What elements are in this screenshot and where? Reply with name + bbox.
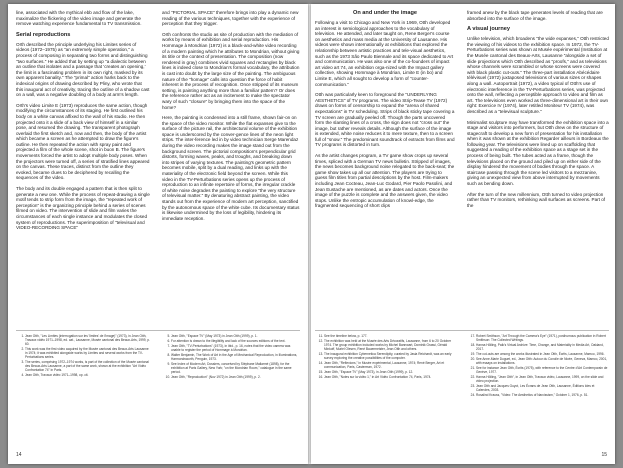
footnote: 13. The inaugural exhibition Cybernetica Serendipity, curated by Jasia Reichardt, was an early survey exploring the creative possibilities of the computer. <box>324 352 455 360</box>
footnote: 18. Hanna Hölling, Paik's Virtual Archive: Time, Change, and Materiality in Media Art, Oakland, 2017. <box>476 343 609 351</box>
footnotes-left-2 <box>162 334 300 424</box>
paragraph: framed anew by the black tape generates levels of reading that are absorbed into the surface of the image. <box>467 10 603 21</box>
paragraph: The body and its double engaged a pattern that is then split to generate a new one. While the process of repeat-drawing a single motif tends to strip form from the image, the "repeated work of perception" is the organizing principle behind a series of scenes filmed on video. The intervention of slide and film varies the circumstances of each single instance and modulates the closed system of reproductions. The superimposition of "televisual and VIDEO-RECORDING SPACE" <box>16 186 150 231</box>
footnote-rule <box>16 330 300 331</box>
footnote: 15. Jean Otth, "Espace TV" (May 1973), in Jean Otth (1999), p. 12. <box>324 370 455 374</box>
section-heading: Serial reproductions <box>16 31 71 38</box>
paragraph: Following a visit to Chicago and New York in 1969, Otth developed an interest in semiological approaches to the vocabulary of television. He attended, and later taught on, Rene Berger's course on aesthetics and mass media at the University of Lausanne. His videos were shown internationally at exhibitions that explored the relationship between artistic practices and tele-visual aesthetics, such as the 1973 São Paulo Biennale and its space dedicated to Art and communication. He was also one of the co-founders of impact art video art 74, an exhibition orga-nized with the Impact gallery collective, showing Hommage à Mondrian, Limite E (in bo) and Limite E, which all sought to develop a form of "counter-communication." <box>315 20 454 87</box>
footnote: 7. Jean Otth, "TV-Perturbations" (1973), in ibid., p. 16, notes that the video camera was unable to register the period of Hommage à Mondrian. <box>171 344 300 352</box>
right-page <box>311 4 615 464</box>
paragraph: After the turn of the new millennium, Otth turned to video projection rather than TV monitors, rethinking wall surfaces as screens. Part of the <box>467 191 606 208</box>
footnote: 2. This work was the first video acquired by the Musée cantonal des Beaux-Arts Lausanne in 1974; it was exhibited alongside works by Limites and several works from the TV-Perturbations series. <box>25 347 150 359</box>
footnote: 6. For attention is drawn to the illegibility and lack of the sources editions of the text. <box>171 339 300 343</box>
footnote: 4. Jean Otth, Travaux vidéo 1971–1998, op. cit. <box>25 373 150 377</box>
paragraph: Here, the painting is condensed into a still frame, shown fair-on on the space of the video monitor. While the flat expanses give to the surface of the picture rail, the architectural volume of the exhibition space is underscored by the conver-gence lines of the neon light strips. The inter-ference led in by video technician Serge Marendaz during the video recording makes the image stand out from the background screen. The pictorial composition's perpendicular grid distorts, forming waves, peaks, and troughs, and breaking down into stripes of varying textures. The painting's geometric pattern becomes mobile, split by a dual reading, and links up with the materiality of the electronic field beyond the screen. While this video in the TV-Perturbations series opens up the process of reproduction to an infinite repertoire of forms, the irregular crackle of white noise degrades the painting to explore "the very structure of televisual matter." By denaturing abstract painting, the video stands out from the experience of modern art perception, sanctified by the autonomous space of the white cube. Its documentary status is likewise undermined by the loss of legibility, hindering its immediate reception. <box>162 115 300 221</box>
footnote: 16. Jean Otth, "Notes sur la vidéo 1," in Art Vidéo Confrontation 74, Paris, 1974. <box>324 375 455 379</box>
footnote: 5. Jean Otth, "Espace TV" (May 1973) in Jean Otth (1999), p. 1. <box>171 334 300 338</box>
paragraph: Orth described the principle underlying his Limites series of videos (1972–1975) as "an extremely simple operation," a process of composing in separating two forms and distinguishing "two surfaces." He added that by setting up "a dialectic between an outline that isolates and a passage that 'creates an opening,' the limit is a fascinating problem in its own right, masked by its own apparent banality." The "primal" action harks back to the indexical origins of drawing described by Pliny, who wrote that this inaugural act of creativity, tracing the outline of a shadow cast on a wall, was a negative doubling of a body at arm's length. <box>16 41 150 98</box>
footnote: 22. Hanna Hölling, "Jean Otth", in Jean Otth, Travaux vidéo, Lausanne, 1999, on the slide and video projection. <box>476 375 609 383</box>
paragraph: As the artist changes program, a TV game show crops up several times, spliced with a German TV news bulletin. Stripped of images, the news becomes background noise relegated to the back-seat; the game show takes up all our attention. The players are trying to guess film titles from partial descriptions by the host. Film-makers including Jean Cocteau, Jean-Luc Godard, Pier Paolo Pasolini, and Jean Eustache are mentioned, as are dates and actors. Once the image of the puzzle is complete and the answers given, the video stops. Unlike the entropic accumulation of knowl-edge, the fragmented sequencing of short clips <box>315 153 455 209</box>
footnote: 8. Walter Benjamin, The Work of Art in the Age of Mechanical Reproduction, in Illuminations, Harmondsworth, Penguin, 1973. <box>171 353 300 361</box>
section-heading: On and under the image <box>352 10 418 16</box>
page-number: 15 <box>601 452 607 458</box>
footnote: 20. See Anne-Marie Duguet, ed., Jean Otth: Autour du Concile de Nicée, Geneva, Mamco, 2001, with essays on installations. <box>476 357 609 365</box>
footnotes-right-1 <box>315 334 455 424</box>
paragraph: Minimalist sculpture may have transformed the exhibition space into a stage and visitors into performers, but Otth drew on the structure of stagecraft to develop a new form of presentation for his installation when it was shown at the exhibition Regarder ailleurs in Bordeaux the following year. The televisions were lined up on scaffolding that suggested a reading of the exhibition space as a stage set in the process of being built. The tubes acted as a frame, though the televisions placed on the ground and piled up on either side of the display hindered the movement of bodies through the space. A staircase passing through the scene led visitors to a mezzanine, giving an unexpected view from above interrupted by movements such as bending down. <box>467 119 609 187</box>
footnote: 24. Rosalind Krauss, "Video: The Aesthetics of Narcissism," October 1, 1976, p. 51. <box>476 393 609 397</box>
footnote: 21. See for instance Jean Otth, Écrits (1975), with reference to the Centre d'Art Contemporain de Genève, 1977. <box>476 366 609 374</box>
left-page <box>8 4 308 464</box>
paragraph: line, associated with the mythical ebb and flow of the lake, maximalize the flickering of the video image and generate the remove watching experience fundamental to TV transmission. <box>16 10 142 27</box>
footnotes-right-2 <box>467 334 609 424</box>
page-number: 14 <box>16 452 22 458</box>
footnote: 14. Jean Otth, "Reflexions," in Musée expérimental, Lausanne, 1974; René Berger, Art et communication, Paris, Casterman, 1972. <box>324 361 455 369</box>
footnote: 1. Jean Otth, "Les Limites (interrogation sur les 'limites' de l'image)" (1973), in Jean Otth, Travaux vidéo 1971–1998, ed. cat., Lausanne, Musée cantonal des Beaux-Arts, 1999, p. 60. <box>25 334 150 346</box>
paragraph: Unlike television, which broadens "the wide expanses," Otth restricted the viewing of his videos to the exhibition space. In 1972, the TV-Perturbations series was shown at Musée expérimental (Institution at the Musée cantonal des Beaux-Arts, Lausanne "alongside a set of slide projections which Otth described as "proofs," and as televisions whose channels were scrambled or whose screens were covered with black plastic cut-outs." The three-part installation Abécédaire télévisuel (1972) juxtaposed televisions of various sizes or shapes along a wall. Autoportrait (1972), a video typical of Otth's use of electronic interference in the TV-Perturbations series, was projected onto the wall, reflecting a perceptible approach to video and film as art. The televisions even worked as three-dimensional art in their own right: Exercice IV (1974), later retitled Moniteur TV (1974), was described as a "televisual sculpture." <box>467 36 609 114</box>
footnote: 23. Jean Otth and Jacques Guyot, Les Écrans de Jean Otth, Lausanne, Éditions Ides et Calendes, 2003. <box>476 384 609 392</box>
paragraph: Orth's video Limite E (1973) reproduces the same action, though modifying the circumstances of its staging. He first outlined his body on a white canvas affixed to the wall of his studio. He then projected onto it a slide of a back view of himself in a similar pose, and resumed the drawing. The transparent photograph overlaid the first sketch and, now and then, the body of the artist which became a screen as he attempted to draw the figure's outline. He then repeated the action with spray paint and projected a film of the whole scene, shot in buon B. The figure's movements forced the artist to adopt multiple body poses. When the projectors were turned off, a series of stratified lines appeared on the canvas. These traces, distinct from the outline they evoked, became clues to be deciphered by recalling the sequences of the video. <box>16 102 150 181</box>
footnote: 17. Robert Smithson, "Art Through the Camera's Eye" (1971), posthumous publication in Robert Smithson: The Collected Writings. <box>476 334 609 342</box>
paragraph: Otth was particularly keen to foreground the "UNDERLYING AESTHETICS" of TV programs. The video Strip-Tease TV (1972) draws on forms of censorship to expand the "arena of shared expectations" in TV scheduling. Strips of black sticky tape covering a TV screen are gradually peeled off. Though the parts uncovered form the slanting lines of a cross, the sign does not "cross out" the image, but rather reveals details. Although the surface of the image is extended, white noise reduces it to mere texture, then to a screen full of "snow." The predominant soundtrack of extracts from films and TV programs is distorted in turn. <box>315 92 455 148</box>
paragraph: and "PICTORIAL SPACE" therefore brings into play a dynamic new reading of the various techniques, together with the experience of perception that they trigger. <box>162 10 299 27</box>
footnote: 12. The exhibition was held at the Musée des Arts Décoratifs, Lausanne, from 6 to 20 October 1974. The group exhibition included works by Michel Bannwart, Dominik Grassi, Gérald Minkoff, Muriel Olesen, René Bauermeister, Jean Otth and others. <box>324 339 455 351</box>
footnote: 9. See Index of Modern Art, Dossiers, conceived by Stéphane Mallarmé (1898), for the exhibition at Paris Gallery, New York; "on the Mondrian Room," catalogue in the same period. <box>171 362 300 374</box>
paragraph: Orth confronts the studio as site of production with the mediation of works by means of exhibition and serial reproduction. His Hommage à Mondrian (1972) is a black-and-white video recording of a modern painting which he attributes to Mondrian, without giving its title or the context of presentation. The composition (now rendered in gray) combines vivid squares and rectangles by black lines is indeed close to Mondrian's formal vocabulary, the attribution is cast into doubt by the large size of the painting. The ambiguous nature of the "homage" calls into question the force of habit inherent in the process of recognition. Once stripped of its museum setting, is painting anything more than a familiar pattern? Or does the reference rather act as an incitement to make the spectator wary of such "closure" by bringing them into the space of the home? <box>162 31 300 110</box>
section-heading: A visual journey <box>467 26 511 33</box>
footnotes-left-1 <box>16 334 150 424</box>
footnote-rule <box>315 330 609 331</box>
footnote: 10. Jean Otth, "Reproduction" (Nov 1972) in Jean Otth (1999), p. 2. <box>171 375 300 379</box>
footnote: 19. The cut-outs are among the works illustrated in Jean Otth, Écrits, Lausanne, Mamco, 1996. <box>476 352 609 356</box>
footnote: 11. See the timeline below, p. 177. <box>324 334 455 338</box>
footnote: 3. The series, comprising 1972–1974 works, is part of the collection of the Musée cantonal des Beaux-Arts Lausanne, a part of the same work, shown at the exhibition "Art Vidéo Confrontation 74" in Paris. <box>25 360 150 372</box>
